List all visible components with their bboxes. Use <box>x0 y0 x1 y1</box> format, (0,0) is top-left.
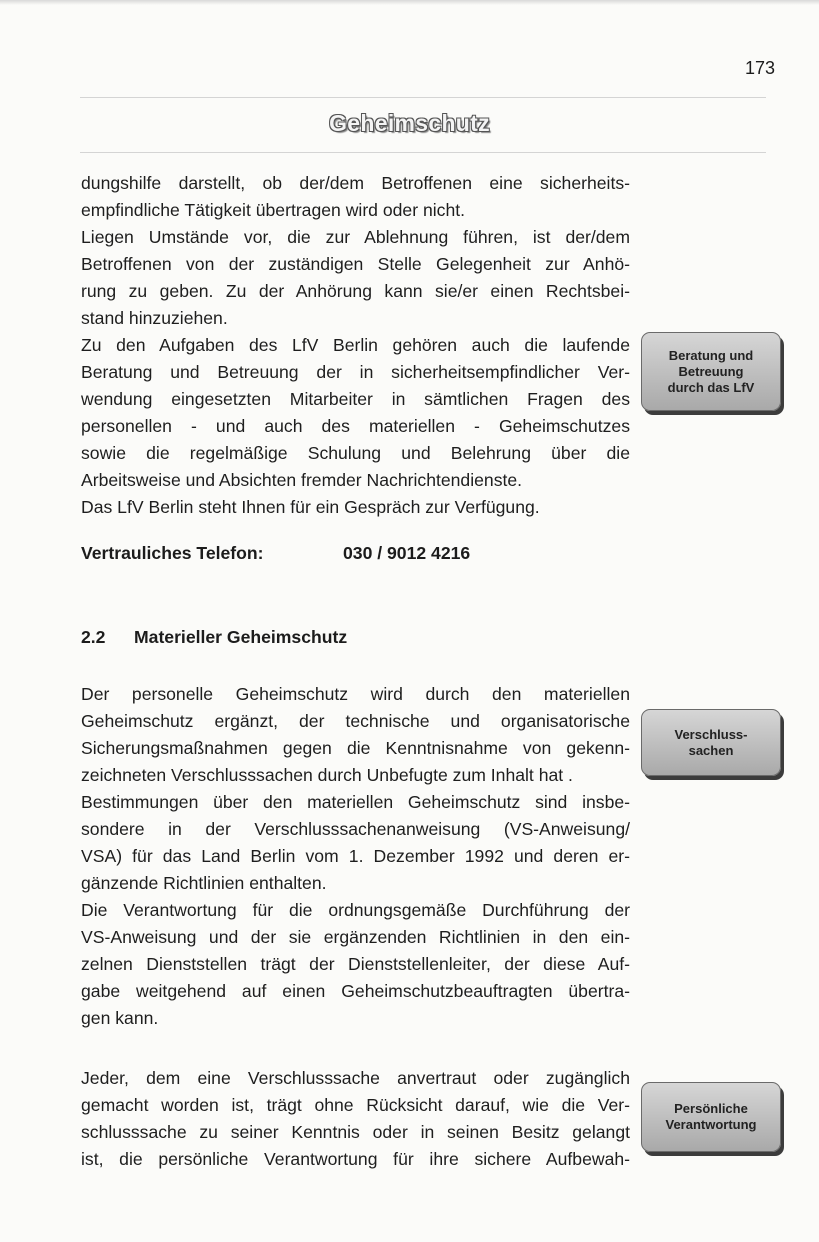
section-number: 2.2 <box>81 627 106 647</box>
margin-note-line: Persönliche <box>674 1101 748 1116</box>
paragraph-4 <box>81 494 630 521</box>
section-heading <box>81 627 347 648</box>
paragraph-8 <box>81 1065 630 1173</box>
page-top-edge <box>0 0 819 5</box>
text-line: Zu den Aufgaben des LfV Berlin gehören auch die laufende <box>81 335 630 355</box>
text-line: VS-Anweisung und der sie ergänzenden Richtlinien in den ein- <box>81 926 630 947</box>
paragraph-6 <box>81 789 630 897</box>
text-line: rung zu geben. Zu der Anhörung kann sie/er einen Rechtsbei- <box>81 280 630 301</box>
paragraph-7 <box>81 897 630 1032</box>
paragraph-5 <box>81 681 630 789</box>
margin-note-line: sachen <box>688 742 734 758</box>
text-line: zeichneten Verschlusssachen durch Unbefugte zum Inhalt hat . <box>81 764 573 785</box>
text-line: Betroffenen von der zuständigen Stelle Gelegenheit zur Anhö- <box>81 253 630 274</box>
paragraph-3 <box>81 332 630 493</box>
text-line: zelnen Dienststellen trägt der Dienststellenleiter, der diese Auf- <box>81 953 630 974</box>
margin-note-verschlusssachen <box>641 709 781 776</box>
text-line: personellen - und auch des materiellen - Geheimschutzes <box>81 415 630 436</box>
paragraph-2 <box>81 224 630 332</box>
text-line: Geheimschutz ergänzt, der technische und organisatorische <box>81 710 630 731</box>
text-line: empfindliche Tätigkeit übertragen wird oder nicht. <box>81 199 466 220</box>
text-line: Das LfV Berlin steht Ihnen für ein Gespräch zur Verfügung. <box>81 497 540 517</box>
text-line: Die Verantwortung für die ordnungsgemäße Durchführung der <box>81 900 630 920</box>
text-line: stand hinzuziehen. <box>81 307 228 328</box>
margin-note-line: Verantwortung <box>665 1117 757 1132</box>
header-rule-bottom <box>80 152 766 153</box>
margin-note-verantwortung <box>641 1082 781 1152</box>
text-line: dungshilfe darstellt, ob der/dem Betroffenen eine sicherheits- <box>81 173 630 193</box>
margin-note-line: Verschluss- <box>674 726 748 742</box>
text-line: gänzende Richtlinien enthalten. <box>81 872 327 893</box>
paragraph-1 <box>81 170 630 224</box>
margin-note-line: Betreuung <box>678 363 744 379</box>
text-line: VSA) für das Land Berlin vom 1. Dezember 1992 und deren er- <box>81 845 630 866</box>
text-line: gemacht worden ist, trägt ohne Rücksicht darauf, wie die Ver- <box>81 1094 630 1115</box>
section-title: Materieller Geheimschutz <box>134 627 348 647</box>
text-line: Liegen Umstände vor, die zur Ablehnung führen, ist der/dem <box>81 227 630 247</box>
margin-note-beratung <box>641 332 781 411</box>
text-line: Beratung und Betreuung der in sicherheitsempfindlicher Ver- <box>81 361 630 382</box>
text-line: sowie die regelmäßige Schulung und Belehrung über die <box>81 442 630 463</box>
text-line: Bestimmungen über den materiellen Geheimschutz sind insbe- <box>81 792 630 812</box>
text-line: Arbeitsweise und Absichten fremder Nachrichtendienste. <box>81 469 523 490</box>
margin-note-line: Beratung und <box>668 347 754 363</box>
text-line: gabe weitgehend auf einen Geheimschutzbeauftragten übertra- <box>81 980 630 1001</box>
text-line: Der personelle Geheimschutz wird durch den materiellen <box>81 684 630 704</box>
header-rule-top <box>80 97 766 98</box>
text-line: gen kann. <box>81 1007 159 1028</box>
text-line: Sicherungsmaßnahmen gegen die Kenntnisnahme von gekenn- <box>81 737 630 758</box>
text-line: ist, die persönliche Verantwortung für ihre sichere Aufbewah- <box>81 1148 630 1169</box>
page-number: 173 <box>744 58 775 78</box>
contact-phone-number: 030 / 9012 4216 <box>343 543 471 563</box>
text-line: wendung eingesetzten Mitarbeiter in sämtlichen Fragen des <box>81 388 630 409</box>
page-header-title: Geheimschutz <box>329 110 490 136</box>
text-line: Jeder, dem eine Verschlusssache anvertraut oder zugänglich <box>81 1068 630 1088</box>
text-line: sondere in der Verschlusssachenanweisung (VS-Anweisung/ <box>81 818 630 839</box>
text-line: schlusssache zu seiner Kenntnis oder in seinen Besitz gelangt <box>81 1121 630 1142</box>
contact-phone-label: Vertrauliches Telefon: <box>81 543 264 563</box>
margin-note-line: durch das LfV <box>667 379 755 395</box>
